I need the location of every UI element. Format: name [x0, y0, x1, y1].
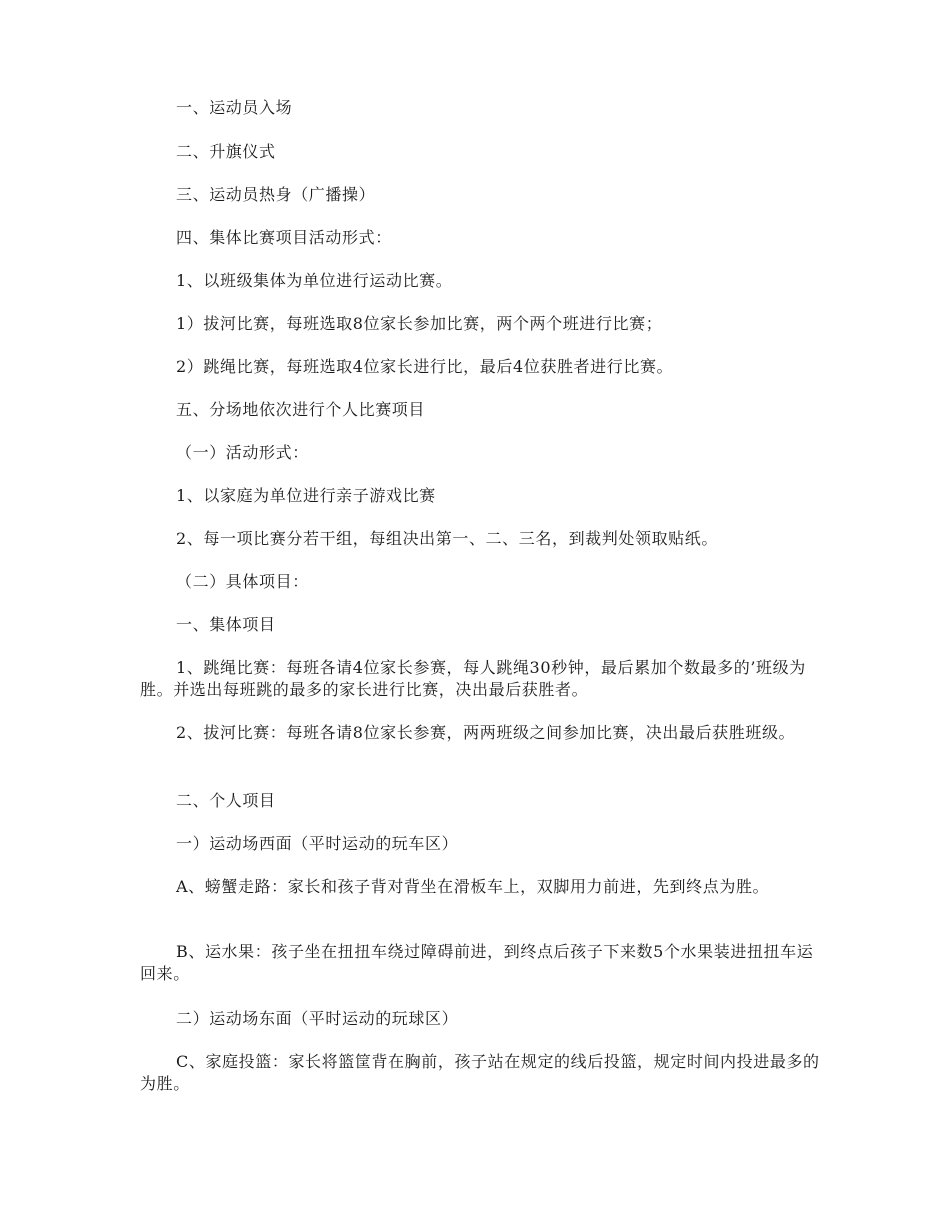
paragraph-warmup: 三、运动员热身（广播操） — [176, 185, 376, 204]
paragraph-crab-walk: A、螃蟹走路：家长和孩子背对背坐在滑板车上，双脚用力前进，先到终点为胜。 — [176, 877, 770, 896]
paragraph-activity-form: （一）活动形式： — [176, 443, 309, 462]
paragraph-family-basketball: C、家庭投篮：家长将篮筐背在胸前，孩子站在规定的线后投篮，规定时间内投进最多的为胜。 — [140, 1052, 820, 1093]
paragraph-groups-ranking: 2、每一项比赛分若干组，每组决出第一、二、三名，到裁判处领取贴纸。 — [176, 529, 718, 548]
paragraph-family-unit: 1、以家庭为单位进行亲子游戏比赛 — [176, 486, 436, 505]
paragraph-rope-skipping-detail: 1、跳绳比赛：每班各请4位家长参赛，每人跳绳30秒钟，最后累加个数最多的’班级为胜。并选出每班跳的最多的家长进行比赛，决出最后获胜者。 — [140, 658, 806, 699]
paragraph-collective-items: 一、集体项目 — [176, 615, 276, 634]
paragraph-carry-fruit: B、运水果：孩子坐在扭扭车绕过障碍前进，到终点后孩子下来数5个水果装进扭扭车运回来。 — [140, 942, 814, 983]
paragraph-class-unit: 1、以班级集体为单位进行运动比赛。 — [176, 271, 453, 290]
paragraph-athletes-entry: 一、运动员入场 — [176, 98, 293, 117]
paragraph-west-field: 一）运动场西面（平时运动的玩车区） — [176, 834, 459, 853]
paragraph-individual-events: 五、分场地依次进行个人比赛项目 — [176, 400, 426, 419]
paragraph-rope-skipping: 2）跳绳比赛，每班选取4位家长进行比，最后4位获胜者进行比赛。 — [176, 357, 674, 376]
paragraph-flag-raising: 二、升旗仪式 — [176, 142, 276, 161]
paragraph-tug-of-war-detail: 2、拔河比赛：每班各请8位家长参赛，两两班级之间参加比赛，决出最后获胜班级。 — [176, 723, 796, 742]
paragraph-group-format: 四、集体比赛项目活动形式： — [176, 228, 392, 247]
paragraph-east-field: 二）运动场东面（平时运动的玩球区） — [176, 1009, 459, 1028]
paragraph-tug-of-war: 1）拔河比赛，每班选取8位家长参加比赛，两个两个班进行比赛； — [176, 314, 663, 333]
paragraph-individual-items: 二、个人项目 — [176, 791, 276, 810]
paragraph-specific-items: （二）具体项目： — [176, 572, 309, 591]
